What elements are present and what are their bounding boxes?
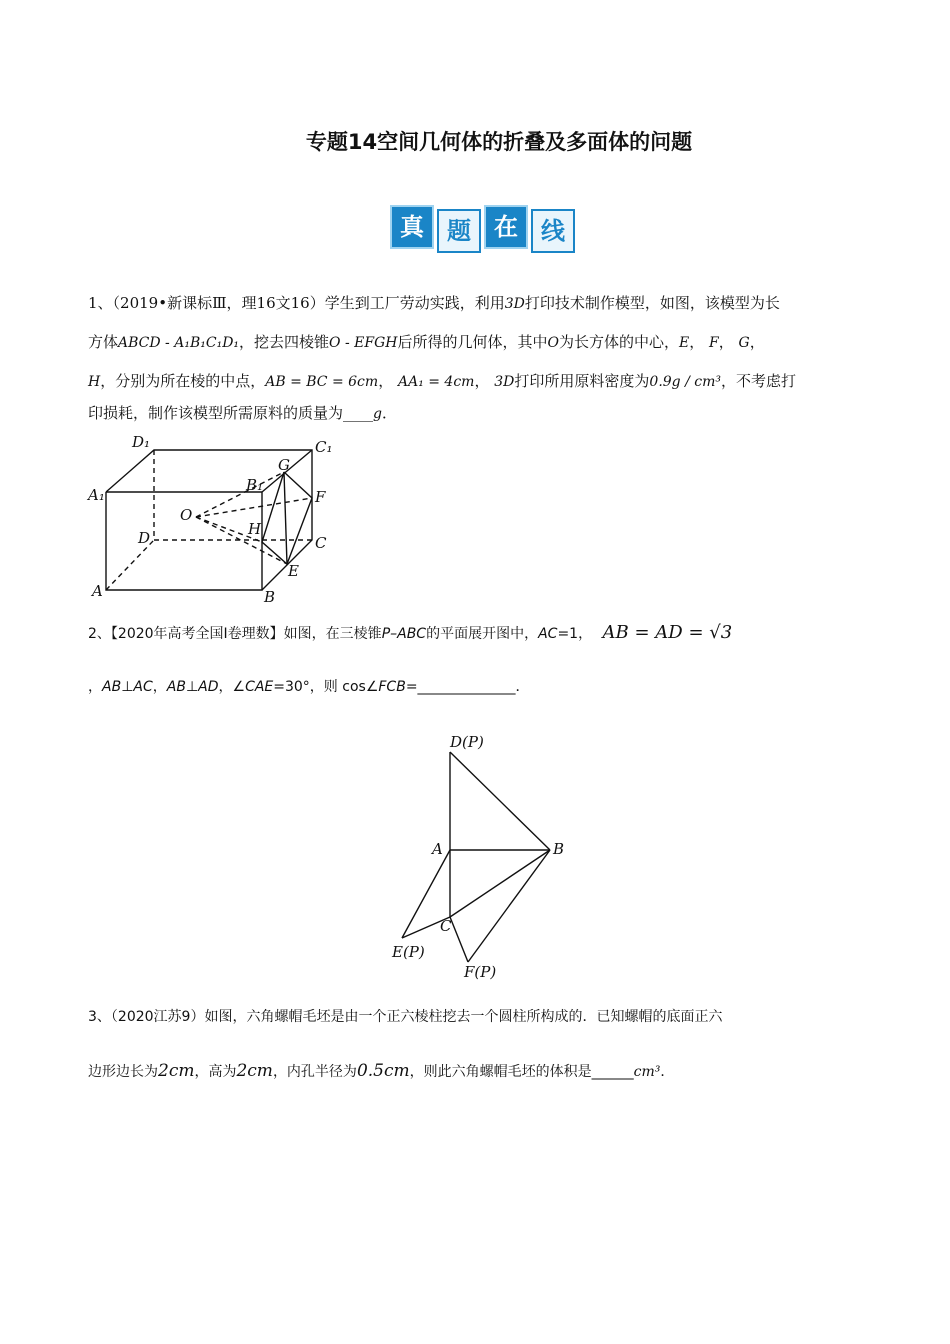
- edge-db: [450, 752, 550, 850]
- label-d1: D₁: [132, 433, 151, 451]
- q2-condition-math: AB = AD = √3: [602, 622, 733, 643]
- question-2: [88, 618, 868, 697]
- q1-line-4: 印损耗，制作该模型所需原料的质量为____g．: [88, 404, 397, 422]
- label-fp: F(P): [464, 963, 497, 981]
- q2-line-1: 2、【2020年高考全国Ⅰ卷理数】如图，在三棱锥P–ABC的平面展开图中，AC=1， AB = AD = √3: [88, 622, 733, 643]
- label-b: B: [553, 840, 565, 858]
- page-title: 专题14空间几何体的折叠及多面体的问题: [305, 130, 693, 154]
- q3-line-1: 3、（2020江苏9）如图，六角螺帽毛坯是由一个正六棱柱挖去一个圆柱所构成的．已知螺帽的底面正六: [88, 1009, 723, 1025]
- label-c: C: [440, 917, 452, 935]
- q1-line-1: 1、（2019•新课标Ⅲ，理16文16）学生到工厂劳动实践，利用3D打印技术制作模型，如图，该模型为长: [88, 294, 780, 312]
- q1-line-3: H，分别为所在棱的中点，AB = BC = 6cm， AA₁ = 4cm， 3D打印所用原料密度为0.9g / cm³，不考虑打: [88, 372, 796, 390]
- label-c: C: [315, 534, 327, 552]
- label-h: H: [248, 520, 262, 538]
- q3-line-2: 边形边长为2cm，高为2cm，内孔半径为0.5cm，则此六角螺帽毛坯的体积是______cm³．: [88, 1061, 675, 1081]
- badge-char-1: 真: [390, 205, 434, 249]
- og-line: [196, 472, 284, 517]
- label-a: A: [92, 582, 103, 600]
- figure-2-net: [380, 725, 590, 990]
- label-d: D: [138, 529, 151, 547]
- figure-1-cuboid: [86, 430, 346, 610]
- label-b1: B₁: [246, 476, 264, 494]
- edge-fb: [468, 850, 550, 962]
- label-f: F: [315, 488, 326, 506]
- label-ep: E(P): [392, 943, 425, 961]
- badge-char-4: 线: [531, 209, 575, 253]
- edge-cb: [450, 850, 550, 917]
- question-3: [88, 998, 868, 1091]
- label-a1: A₁: [88, 486, 105, 504]
- q2-line-2: ，AB⊥AC，AB⊥AD，∠CAE=30°，则 cos∠FCB=______________．: [88, 679, 530, 695]
- q1-line-2: 方体ABCD - A₁B₁C₁D₁，挖去四棱锥O - EFGH后所得的几何体，其中O为长方体的中心，E， F， G，: [88, 333, 765, 351]
- ge-line: [284, 472, 287, 564]
- edge-ad-hidden: [106, 540, 154, 590]
- label-g: G: [278, 456, 290, 474]
- label-o: O: [180, 506, 193, 524]
- label-b: B: [264, 588, 276, 606]
- label-e: E: [288, 562, 299, 580]
- section-badge: [390, 205, 575, 253]
- question-1: [88, 284, 868, 426]
- label-dp: D(P): [450, 733, 484, 751]
- label-c1: C₁: [315, 438, 333, 456]
- badge-char-3: 在: [484, 205, 528, 249]
- label-a: A: [432, 840, 443, 858]
- edge-cf: [450, 917, 468, 962]
- badge-char-2: 题: [437, 209, 481, 253]
